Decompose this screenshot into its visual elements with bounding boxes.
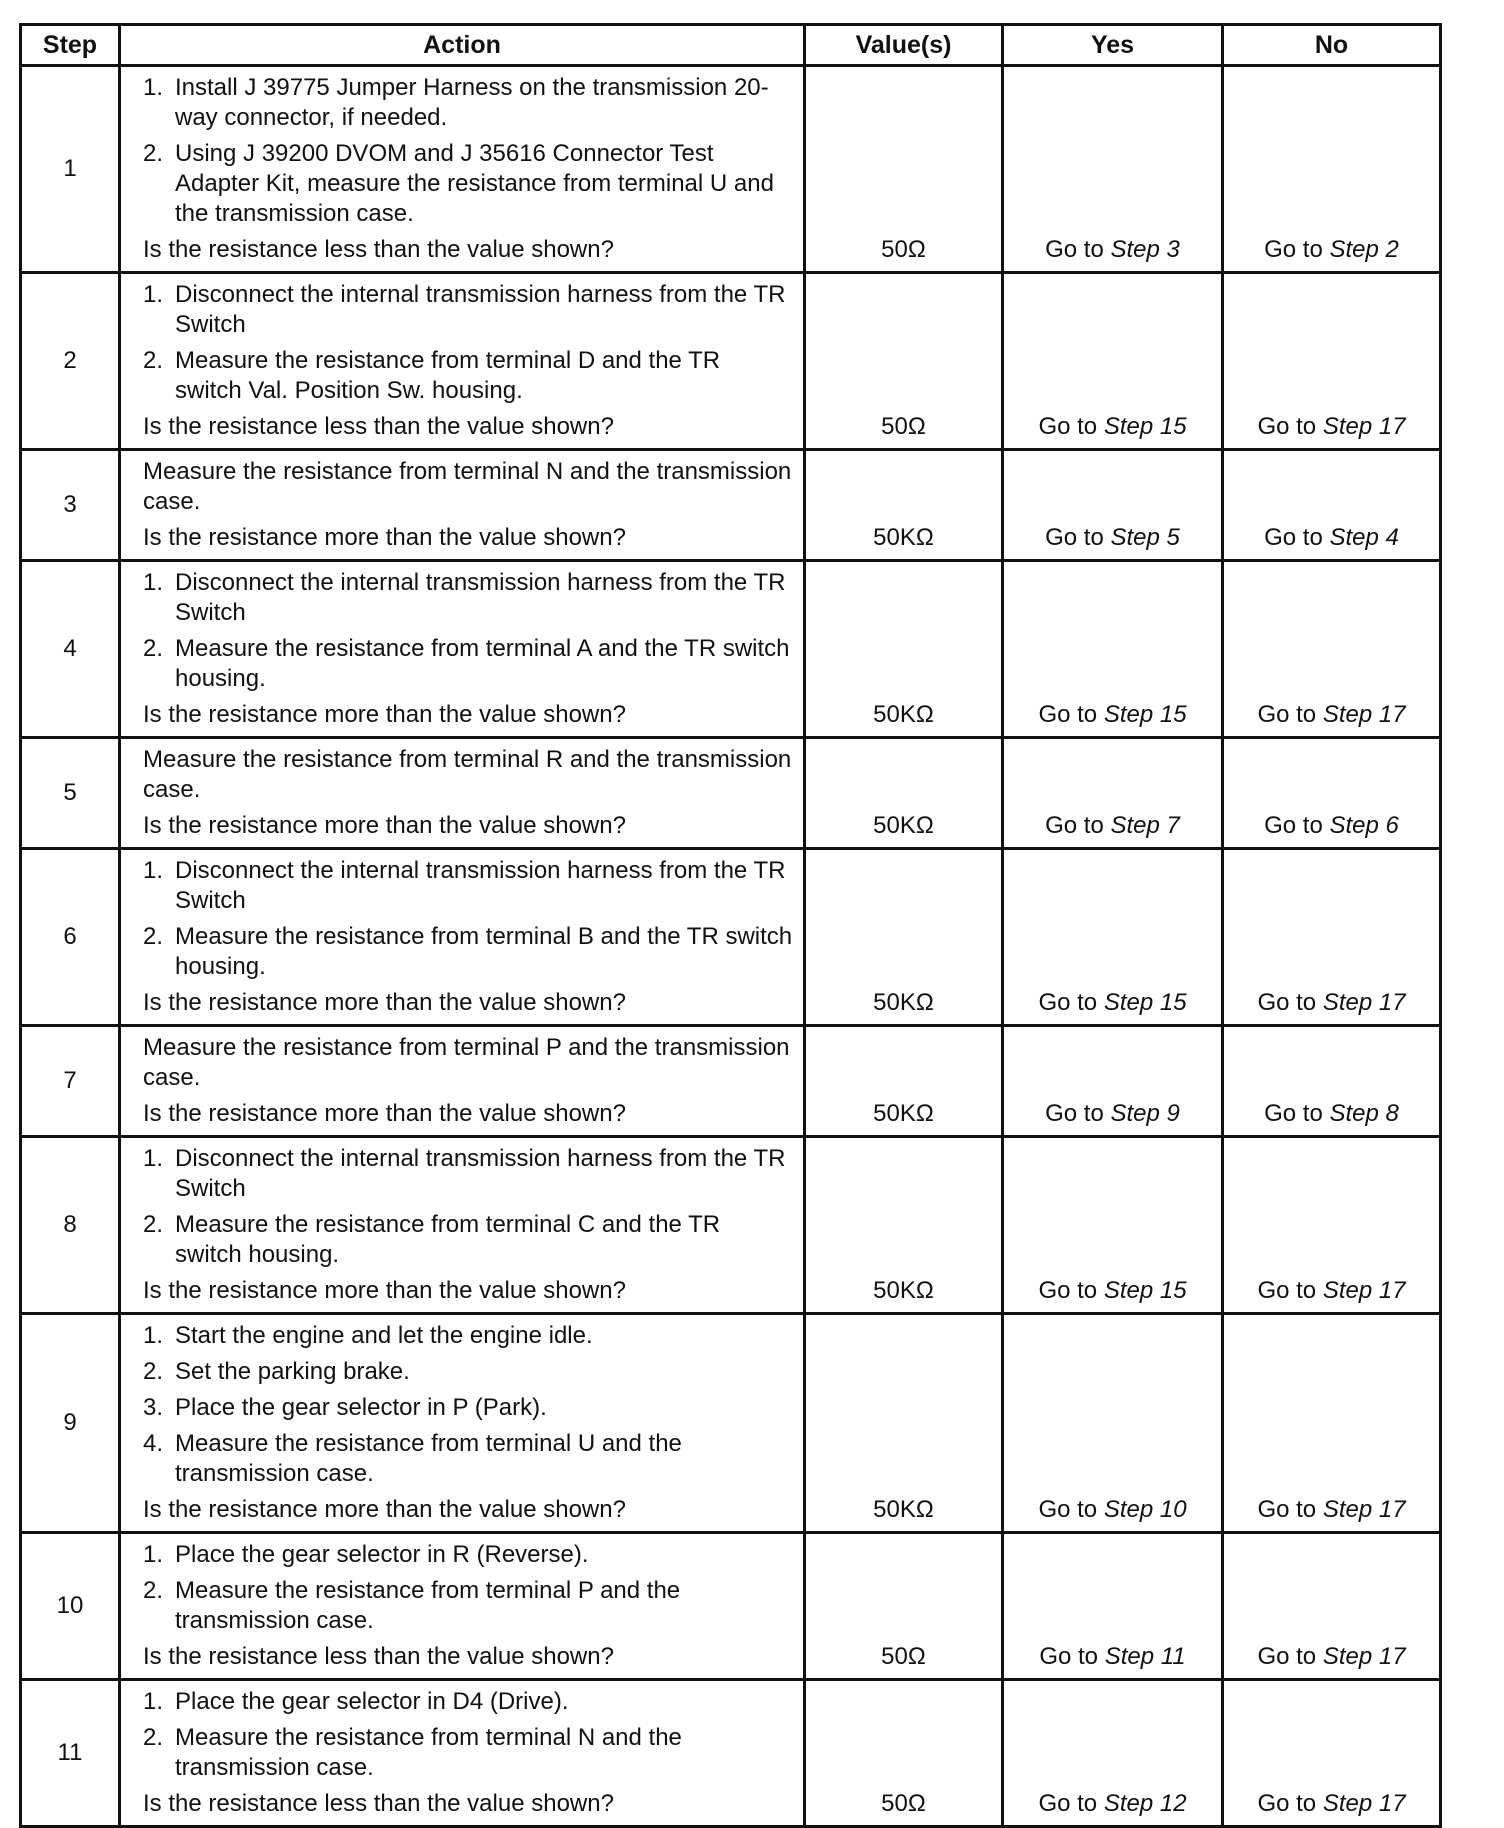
- table-row: [21, 738, 1441, 849]
- table-row: [21, 273, 1441, 450]
- header-step: Step: [21, 25, 120, 66]
- no-prefix: Go to: [1257, 1643, 1323, 1670]
- yes-prefix: Go to: [1038, 989, 1104, 1016]
- yes-prefix: Go to: [1038, 1496, 1104, 1523]
- header-yes: Yes: [1003, 25, 1223, 66]
- action-question: Is the resistance more than the value shown?: [143, 812, 626, 839]
- no-cell: [1223, 1533, 1441, 1680]
- action-item-number: 2.: [143, 1724, 164, 1751]
- yes-step-link: Step 15: [1103, 1277, 1187, 1304]
- action-item: [143, 568, 793, 628]
- no-cell: [1223, 66, 1441, 273]
- no-cell: [1223, 738, 1441, 849]
- action-item-text: Measure the resistance from terminal P and the transmission case.: [175, 1577, 681, 1634]
- no-cell: [1223, 273, 1441, 450]
- action-item-text: Place the gear selector in R (Reverse).: [175, 1541, 589, 1568]
- step-number: 11: [21, 1680, 120, 1827]
- header-values: Value(s): [805, 25, 1003, 66]
- action-item-number: 1.: [143, 857, 164, 884]
- yes-cell: [1003, 1026, 1223, 1137]
- table-row: [21, 561, 1441, 738]
- diagnostic-table-sheet: [19, 23, 1439, 1828]
- header-action: Action: [120, 25, 805, 66]
- value-cell: 50KΩ: [805, 849, 1003, 1026]
- no-prefix: Go to: [1257, 1277, 1323, 1304]
- yes-step-link: Step 10: [1103, 1496, 1187, 1523]
- no-step-link: Step 17: [1322, 1277, 1406, 1304]
- no-prefix: Go to: [1264, 524, 1330, 551]
- yes-step-link: Step 9: [1110, 1100, 1180, 1127]
- action-item: [143, 1144, 793, 1204]
- action-item-number: 4.: [143, 1430, 164, 1457]
- action-question: Is the resistance less than the value shown?: [143, 1790, 614, 1817]
- value-cell: 50KΩ: [805, 1026, 1003, 1137]
- no-cell: [1223, 849, 1441, 1026]
- action-item: [143, 139, 793, 229]
- value-cell: 50Ω: [805, 66, 1003, 273]
- action-item-text: Disconnect the internal transmission harness from the TR Switch: [175, 857, 786, 914]
- value-cell: 50Ω: [805, 1533, 1003, 1680]
- action-item-number: 1.: [143, 1145, 164, 1172]
- table-row: [21, 1137, 1441, 1314]
- action-question: Is the resistance more than the value shown?: [143, 701, 626, 728]
- value-cell: 50Ω: [805, 273, 1003, 450]
- action-text: Measure the resistance from terminal R and the transmission case.: [143, 746, 792, 803]
- no-cell: [1223, 1026, 1441, 1137]
- action-item: [143, 346, 793, 406]
- action-item-text: Measure the resistance from terminal U and the transmission case.: [175, 1430, 682, 1487]
- no-cell: [1223, 1137, 1441, 1314]
- table-row: [21, 1533, 1441, 1680]
- no-cell: [1223, 450, 1441, 561]
- action-cell: [120, 1680, 805, 1827]
- step-number: 9: [21, 1314, 120, 1533]
- yes-prefix: Go to: [1045, 812, 1111, 839]
- action-item-number: 2.: [143, 1211, 164, 1238]
- action-cell: [120, 849, 805, 1026]
- action-item-number: 1.: [143, 1322, 164, 1349]
- no-prefix: Go to: [1257, 413, 1323, 440]
- action-item-number: 2.: [143, 347, 164, 374]
- action-item-number: 1.: [143, 281, 164, 308]
- diagnostic-table: [19, 23, 1442, 1828]
- yes-cell: [1003, 561, 1223, 738]
- no-step-link: Step 17: [1322, 1790, 1406, 1817]
- action-item-text: Place the gear selector in D4 (Drive).: [175, 1688, 569, 1715]
- yes-step-link: Step 15: [1103, 413, 1187, 440]
- no-step-link: Step 6: [1329, 812, 1399, 839]
- table-body: [21, 66, 1441, 1827]
- action-item-text: Using J 39200 DVOM and J 35616 Connector Test Adapter Kit, measure the resistance from terminal U and the transmission case.: [175, 140, 774, 227]
- action-item: [143, 1321, 793, 1351]
- table-row: [21, 1314, 1441, 1533]
- action-item-text: Start the engine and let the engine idle.: [175, 1322, 593, 1349]
- header-row: [21, 25, 1441, 66]
- value-cell: 50KΩ: [805, 738, 1003, 849]
- action-cell: [120, 1026, 805, 1137]
- action-cell: [120, 1314, 805, 1533]
- action-item: [143, 1687, 793, 1717]
- action-question: Is the resistance more than the value shown?: [143, 1496, 626, 1523]
- step-number: 1: [21, 66, 120, 273]
- action-item: [143, 634, 793, 694]
- yes-prefix: Go to: [1039, 1643, 1105, 1670]
- no-step-link: Step 2: [1329, 236, 1399, 263]
- no-step-link: Step 17: [1322, 989, 1406, 1016]
- yes-prefix: Go to: [1038, 1790, 1104, 1817]
- action-item-number: 2.: [143, 140, 164, 167]
- action-cell: [120, 561, 805, 738]
- action-item-text: Measure the resistance from terminal A and the TR switch housing.: [175, 635, 790, 692]
- step-number: 3: [21, 450, 120, 561]
- action-item-text: Measure the resistance from terminal C and the TR switch housing.: [175, 1211, 721, 1268]
- action-text: Measure the resistance from terminal N and the transmission case.: [143, 458, 792, 515]
- action-question: Is the resistance more than the value shown?: [143, 1277, 626, 1304]
- action-item-text: Place the gear selector in P (Park).: [175, 1394, 547, 1421]
- table-row: [21, 66, 1441, 273]
- no-cell: [1223, 1680, 1441, 1827]
- action-item: [143, 1429, 793, 1489]
- action-question: Is the resistance more than the value shown?: [143, 524, 626, 551]
- step-number: 8: [21, 1137, 120, 1314]
- action-question: Is the resistance more than the value shown?: [143, 1100, 626, 1127]
- value-cell: 50KΩ: [805, 1137, 1003, 1314]
- value-cell: 50KΩ: [805, 561, 1003, 738]
- action-question: Is the resistance more than the value shown?: [143, 989, 626, 1016]
- yes-prefix: Go to: [1038, 1277, 1104, 1304]
- no-step-link: Step 4: [1329, 524, 1399, 551]
- action-item-text: Measure the resistance from terminal B and the TR switch housing.: [175, 923, 793, 980]
- yes-step-link: Step 15: [1103, 701, 1187, 728]
- no-prefix: Go to: [1257, 989, 1323, 1016]
- step-number: 10: [21, 1533, 120, 1680]
- step-number: 7: [21, 1026, 120, 1137]
- action-text: Measure the resistance from terminal P and the transmission case.: [143, 1034, 790, 1091]
- yes-cell: [1003, 738, 1223, 849]
- action-item-number: 2.: [143, 635, 164, 662]
- action-item: [143, 1540, 793, 1570]
- action-cell: [120, 450, 805, 561]
- action-item-text: Measure the resistance from terminal N and the transmission case.: [175, 1724, 682, 1781]
- header-no: No: [1223, 25, 1441, 66]
- no-prefix: Go to: [1257, 1790, 1323, 1817]
- action-item: [143, 1357, 793, 1387]
- step-number: 2: [21, 273, 120, 450]
- yes-cell: [1003, 1314, 1223, 1533]
- no-prefix: Go to: [1264, 236, 1330, 263]
- table-row: [21, 1680, 1441, 1827]
- no-cell: [1223, 1314, 1441, 1533]
- yes-cell: [1003, 1137, 1223, 1314]
- table-row: [21, 1026, 1441, 1137]
- action-question: Is the resistance less than the value shown?: [143, 236, 614, 263]
- value-cell: 50Ω: [805, 1680, 1003, 1827]
- table-row: [21, 849, 1441, 1026]
- action-question: Is the resistance less than the value shown?: [143, 413, 614, 440]
- action-item-number: 2.: [143, 1577, 164, 1604]
- yes-cell: [1003, 450, 1223, 561]
- no-prefix: Go to: [1257, 1496, 1323, 1523]
- value-cell: 50KΩ: [805, 1314, 1003, 1533]
- step-number: 5: [21, 738, 120, 849]
- yes-step-link: Step 7: [1110, 812, 1180, 839]
- action-item-text: Set the parking brake.: [175, 1358, 410, 1385]
- action-item-number: 1.: [143, 74, 164, 101]
- no-step-link: Step 17: [1322, 1643, 1406, 1670]
- action-item: [143, 1576, 793, 1636]
- yes-prefix: Go to: [1038, 413, 1104, 440]
- table-row: [21, 450, 1441, 561]
- no-prefix: Go to: [1257, 701, 1323, 728]
- action-item: [143, 280, 793, 340]
- yes-step-link: Step 12: [1103, 1790, 1187, 1817]
- yes-cell: [1003, 273, 1223, 450]
- action-item: [143, 1210, 793, 1270]
- yes-step-link: Step 11: [1104, 1643, 1186, 1670]
- yes-step-link: Step 3: [1110, 236, 1180, 263]
- action-item-number: 2.: [143, 923, 164, 950]
- action-cell: [120, 273, 805, 450]
- no-step-link: Step 17: [1322, 413, 1406, 440]
- value-cell: 50KΩ: [805, 450, 1003, 561]
- action-item: [143, 73, 793, 133]
- action-item: [143, 1723, 793, 1783]
- yes-step-link: Step 15: [1103, 989, 1187, 1016]
- action-item-number: 1.: [143, 569, 164, 596]
- action-item: [143, 922, 793, 982]
- action-item-text: Disconnect the internal transmission harness from the TR Switch: [175, 1145, 786, 1202]
- yes-cell: [1003, 1533, 1223, 1680]
- action-cell: [120, 66, 805, 273]
- no-prefix: Go to: [1264, 812, 1330, 839]
- step-number: 6: [21, 849, 120, 1026]
- action-item-text: Disconnect the internal transmission harness from the TR Switch: [175, 281, 786, 338]
- step-number: 4: [21, 561, 120, 738]
- action-question: Is the resistance less than the value shown?: [143, 1643, 614, 1670]
- action-cell: [120, 1533, 805, 1680]
- yes-step-link: Step 5: [1110, 524, 1180, 551]
- yes-prefix: Go to: [1045, 524, 1111, 551]
- no-step-link: Step 8: [1329, 1100, 1399, 1127]
- action-item-number: 1.: [143, 1541, 164, 1568]
- yes-cell: [1003, 849, 1223, 1026]
- action-cell: [120, 738, 805, 849]
- yes-prefix: Go to: [1045, 1100, 1111, 1127]
- action-item: [143, 1393, 793, 1423]
- yes-cell: [1003, 66, 1223, 273]
- action-item-number: 3.: [143, 1394, 164, 1421]
- action-cell: [120, 1137, 805, 1314]
- action-item: [143, 856, 793, 916]
- no-step-link: Step 17: [1322, 1496, 1406, 1523]
- yes-prefix: Go to: [1038, 701, 1104, 728]
- yes-prefix: Go to: [1045, 236, 1111, 263]
- action-item-text: Measure the resistance from terminal D and the TR switch Val. Position Sw. housing.: [175, 347, 721, 404]
- no-step-link: Step 17: [1322, 701, 1406, 728]
- yes-cell: [1003, 1680, 1223, 1827]
- action-item-number: 2.: [143, 1358, 164, 1385]
- no-cell: [1223, 561, 1441, 738]
- action-item-number: 1.: [143, 1688, 164, 1715]
- action-item-text: Install J 39775 Jumper Harness on the transmission 20-way connector, if needed.: [175, 74, 769, 131]
- no-prefix: Go to: [1264, 1100, 1330, 1127]
- action-item-text: Disconnect the internal transmission harness from the TR Switch: [175, 569, 786, 626]
